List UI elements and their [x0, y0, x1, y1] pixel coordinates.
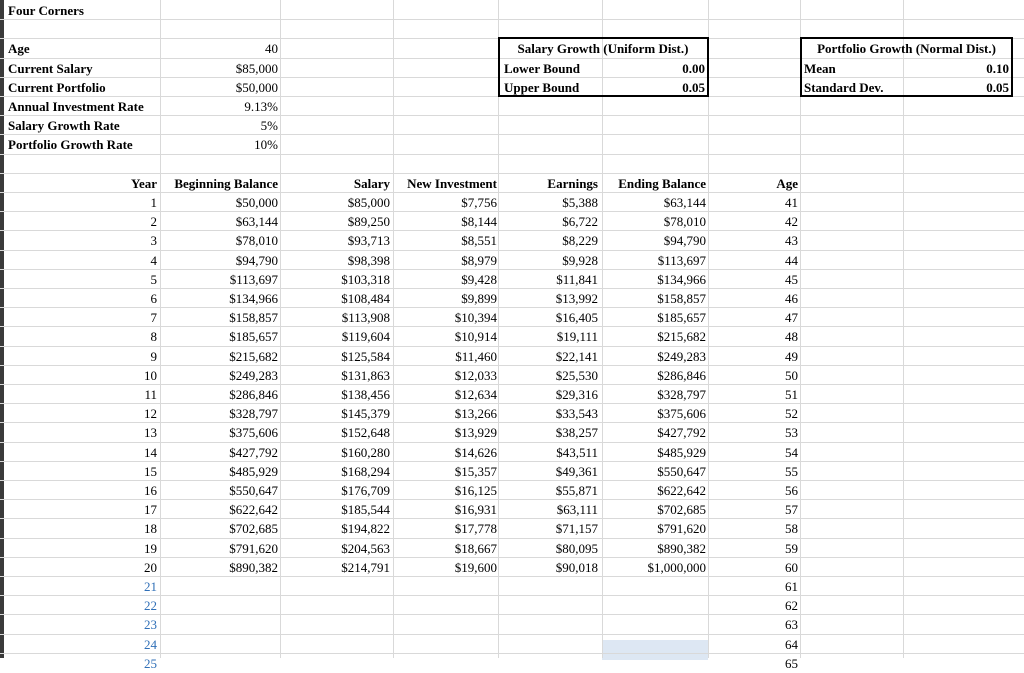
salary-growth-label[interactable]: Lower Bound — [504, 61, 580, 76]
year-cell[interactable]: 19 — [144, 541, 157, 556]
table-cell[interactable]: $550,647 — [229, 483, 278, 498]
table-cell[interactable]: $791,620 — [229, 541, 278, 556]
year-cell[interactable]: 8 — [150, 329, 157, 344]
salary-growth-value[interactable]: 0.00 — [682, 61, 705, 76]
table-cell[interactable]: $19,600 — [454, 560, 497, 575]
table-cell[interactable]: $14,626 — [454, 445, 497, 460]
portfolio-growth-value[interactable]: 0.05 — [986, 80, 1009, 95]
year-cell[interactable]: 12 — [144, 406, 157, 421]
year-cell[interactable]: 21 — [144, 579, 157, 594]
input-value-cell[interactable]: $85,000 — [235, 61, 278, 76]
table-cell[interactable]: $168,294 — [341, 464, 390, 479]
table-cell[interactable]: $158,857 — [657, 291, 706, 306]
table-cell[interactable]: $43,511 — [556, 445, 598, 460]
column-header[interactable]: Beginning Balance — [174, 176, 278, 191]
year-cell[interactable]: 20 — [144, 560, 157, 575]
table-cell[interactable]: $94,790 — [663, 233, 706, 248]
table-cell[interactable]: $113,908 — [341, 310, 390, 325]
table-cell[interactable]: $19,111 — [556, 329, 598, 344]
table-cell[interactable]: 56 — [785, 483, 798, 498]
table-cell[interactable]: 42 — [785, 214, 798, 229]
table-cell[interactable]: $158,857 — [229, 310, 278, 325]
table-cell[interactable]: $85,000 — [347, 195, 390, 210]
input-label-cell[interactable]: Current Salary — [8, 61, 93, 76]
input-value-cell[interactable]: 9.13% — [244, 99, 278, 114]
table-cell[interactable]: $5,388 — [562, 195, 598, 210]
table-cell[interactable]: $7,756 — [461, 195, 497, 210]
table-cell[interactable]: 60 — [785, 560, 798, 575]
table-cell[interactable]: $108,484 — [341, 291, 390, 306]
table-cell[interactable]: $791,620 — [657, 521, 706, 536]
table-cell[interactable]: $131,863 — [341, 368, 390, 383]
column-gridline — [800, 0, 801, 658]
left-edge-bar — [0, 0, 4, 658]
input-label-cell[interactable]: Portfolio Growth Rate — [8, 137, 133, 152]
year-cell[interactable]: 10 — [144, 368, 157, 383]
year-cell[interactable]: 18 — [144, 521, 157, 536]
year-cell[interactable]: 16 — [144, 483, 157, 498]
table-cell[interactable]: $138,456 — [341, 387, 390, 402]
table-cell[interactable]: 61 — [785, 579, 798, 594]
table-cell[interactable]: $890,382 — [657, 541, 706, 556]
table-cell[interactable]: $63,144 — [235, 214, 278, 229]
year-cell[interactable]: 6 — [150, 291, 157, 306]
year-cell[interactable]: 25 — [144, 656, 157, 671]
table-cell[interactable]: $78,010 — [235, 233, 278, 248]
column-header[interactable]: Ending Balance — [618, 176, 706, 191]
table-cell[interactable]: $134,966 — [657, 272, 706, 287]
year-cell[interactable]: 11 — [144, 387, 157, 402]
table-cell[interactable]: $185,544 — [341, 502, 390, 517]
table-cell[interactable]: $160,280 — [341, 445, 390, 460]
salary-growth-label[interactable]: Upper Bound — [504, 80, 580, 95]
year-cell[interactable]: 17 — [144, 502, 157, 517]
table-cell[interactable]: $8,144 — [461, 214, 497, 229]
table-cell[interactable]: 53 — [785, 425, 798, 440]
table-cell[interactable]: $50,000 — [235, 195, 278, 210]
input-value-cell[interactable]: $50,000 — [235, 80, 278, 95]
table-cell[interactable]: $134,966 — [229, 291, 278, 306]
table-cell[interactable]: $427,792 — [657, 425, 706, 440]
table-cell[interactable]: $10,394 — [454, 310, 497, 325]
table-cell[interactable]: $13,929 — [454, 425, 497, 440]
year-cell[interactable]: 1 — [150, 195, 157, 210]
table-cell[interactable]: $152,648 — [341, 425, 390, 440]
table-cell[interactable]: $286,846 — [657, 368, 706, 383]
table-cell[interactable]: $8,551 — [461, 233, 497, 248]
table-cell[interactable]: 47 — [785, 310, 798, 325]
table-cell[interactable]: $10,914 — [454, 329, 497, 344]
table-cell[interactable]: $550,647 — [657, 464, 706, 479]
year-cell[interactable]: 23 — [144, 617, 157, 632]
table-cell[interactable]: $113,697 — [229, 272, 278, 287]
table-cell[interactable]: $89,250 — [347, 214, 390, 229]
portfolio-growth-value[interactable]: 0.10 — [986, 61, 1009, 76]
table-cell[interactable]: $485,929 — [229, 464, 278, 479]
table-cell[interactable]: 46 — [785, 291, 798, 306]
portfolio-growth-label[interactable]: Standard Dev. — [804, 80, 884, 95]
table-cell[interactable]: $12,033 — [454, 368, 497, 383]
table-cell[interactable]: $15,357 — [454, 464, 497, 479]
table-cell[interactable]: $29,316 — [555, 387, 598, 402]
table-cell[interactable]: 50 — [785, 368, 798, 383]
table-cell[interactable]: 44 — [785, 253, 798, 268]
table-cell[interactable]: 64 — [785, 637, 798, 652]
table-cell[interactable]: $8,229 — [562, 233, 598, 248]
year-cell[interactable]: 13 — [144, 425, 157, 440]
column-gridline — [708, 0, 709, 658]
table-cell[interactable]: $98,398 — [347, 253, 390, 268]
table-cell[interactable]: $33,543 — [555, 406, 598, 421]
table-cell[interactable]: $125,584 — [341, 349, 390, 364]
table-cell[interactable]: $16,931 — [454, 502, 497, 517]
table-cell[interactable]: $249,283 — [229, 368, 278, 383]
table-cell[interactable]: $49,361 — [555, 464, 598, 479]
table-cell[interactable]: $13,992 — [555, 291, 598, 306]
table-cell[interactable]: 65 — [785, 656, 798, 671]
portfolio-growth-label[interactable]: Mean — [804, 61, 836, 76]
table-cell[interactable]: 43 — [785, 233, 798, 248]
table-cell[interactable]: $249,283 — [657, 349, 706, 364]
input-label-cell[interactable]: Current Portfolio — [8, 80, 106, 95]
table-cell[interactable]: $94,790 — [235, 253, 278, 268]
input-label-cell[interactable]: Annual Investment Rate — [8, 99, 144, 114]
table-cell[interactable]: $12,634 — [454, 387, 497, 402]
input-value-cell[interactable]: 5% — [260, 118, 278, 133]
table-cell[interactable]: $375,606 — [657, 406, 706, 421]
year-cell[interactable]: 2 — [150, 214, 157, 229]
table-cell[interactable]: $63,111 — [556, 502, 598, 517]
table-cell[interactable]: $328,797 — [229, 406, 278, 421]
row-gridline — [0, 154, 1024, 155]
year-cell[interactable]: 15 — [144, 464, 157, 479]
year-cell[interactable]: 24 — [144, 637, 157, 652]
column-gridline — [903, 0, 904, 658]
table-cell[interactable]: $328,797 — [657, 387, 706, 402]
salary-growth-title[interactable]: Salary Growth (Uniform Dist.) — [517, 41, 689, 56]
table-cell[interactable]: $16,125 — [454, 483, 497, 498]
table-cell[interactable]: 63 — [785, 617, 798, 632]
table-cell[interactable]: $1,000,000 — [647, 560, 706, 575]
table-cell[interactable]: $25,530 — [555, 368, 598, 383]
year-cell[interactable]: 9 — [150, 349, 157, 364]
year-cell[interactable]: 22 — [144, 598, 157, 613]
table-cell[interactable]: $18,667 — [454, 541, 497, 556]
table-cell[interactable]: $11,460 — [455, 349, 497, 364]
table-cell[interactable]: $113,697 — [657, 253, 706, 268]
table-cell[interactable]: 48 — [785, 329, 798, 344]
salary-growth-value[interactable]: 0.05 — [682, 80, 705, 95]
table-cell[interactable]: 52 — [785, 406, 798, 421]
table-cell[interactable]: 59 — [785, 541, 798, 556]
table-cell[interactable]: 41 — [785, 195, 798, 210]
portfolio-growth-title[interactable]: Portfolio Growth (Normal Dist.) — [817, 41, 996, 56]
year-cell[interactable]: 5 — [150, 272, 157, 287]
input-value-cell[interactable]: 10% — [254, 137, 278, 152]
table-cell[interactable]: $71,157 — [555, 521, 598, 536]
table-cell[interactable]: $11,841 — [556, 272, 598, 287]
table-cell[interactable]: $485,929 — [657, 445, 706, 460]
table-cell[interactable]: $215,682 — [657, 329, 706, 344]
column-header[interactable]: Salary — [353, 176, 390, 191]
table-cell[interactable]: $176,709 — [341, 483, 390, 498]
column-header[interactable]: Earnings — [547, 176, 598, 191]
table-cell[interactable]: 57 — [785, 502, 798, 517]
table-cell[interactable]: $9,899 — [461, 291, 497, 306]
table-cell[interactable]: 45 — [785, 272, 798, 287]
table-cell[interactable]: $375,606 — [229, 425, 278, 440]
table-cell[interactable]: 62 — [785, 598, 798, 613]
table-cell[interactable]: $22,141 — [555, 349, 598, 364]
table-cell[interactable]: $622,642 — [229, 502, 278, 517]
table-cell[interactable]: $93,713 — [347, 233, 390, 248]
table-cell[interactable]: $90,018 — [555, 560, 598, 575]
table-cell[interactable]: $13,266 — [454, 406, 497, 421]
selected-cell[interactable] — [602, 640, 708, 660]
table-cell[interactable]: $204,563 — [341, 541, 390, 556]
year-cell[interactable]: 4 — [150, 253, 157, 268]
table-cell[interactable]: $622,642 — [657, 483, 706, 498]
year-cell[interactable]: 3 — [150, 233, 157, 248]
table-cell[interactable]: $17,778 — [454, 521, 497, 536]
input-value-cell[interactable]: 40 — [265, 41, 278, 56]
column-header[interactable]: New Investment — [407, 176, 497, 191]
column-header[interactable]: Age — [776, 176, 798, 191]
table-cell[interactable]: 54 — [785, 445, 798, 460]
table-cell[interactable]: 51 — [785, 387, 798, 402]
table-cell[interactable]: 49 — [785, 349, 798, 364]
table-cell[interactable]: $702,685 — [229, 521, 278, 536]
year-cell[interactable]: 7 — [150, 310, 157, 325]
table-cell[interactable]: $9,428 — [461, 272, 497, 287]
table-cell[interactable]: $119,604 — [341, 329, 390, 344]
table-cell[interactable]: $215,682 — [229, 349, 278, 364]
table-cell[interactable]: $890,382 — [229, 560, 278, 575]
sheet-title-cell[interactable]: Four Corners — [8, 3, 84, 18]
table-cell[interactable]: 58 — [785, 521, 798, 536]
table-cell[interactable]: $78,010 — [663, 214, 706, 229]
table-cell[interactable]: $63,144 — [663, 195, 706, 210]
table-cell[interactable]: $16,405 — [555, 310, 598, 325]
table-cell[interactable]: $80,095 — [555, 541, 598, 556]
column-header[interactable]: Year — [131, 176, 157, 191]
input-label-cell[interactable]: Age — [8, 41, 30, 56]
table-cell[interactable]: $6,722 — [562, 214, 598, 229]
table-cell[interactable]: $214,791 — [341, 560, 390, 575]
table-cell[interactable]: $702,685 — [657, 502, 706, 517]
table-cell[interactable]: $185,657 — [657, 310, 706, 325]
input-label-cell[interactable]: Salary Growth Rate — [8, 118, 120, 133]
table-cell[interactable]: $145,379 — [341, 406, 390, 421]
table-cell[interactable]: $427,792 — [229, 445, 278, 460]
table-cell[interactable]: $38,257 — [555, 425, 598, 440]
table-cell[interactable]: 55 — [785, 464, 798, 479]
table-cell[interactable]: $194,822 — [341, 521, 390, 536]
table-cell[interactable]: $286,846 — [229, 387, 278, 402]
table-cell[interactable]: $103,318 — [341, 272, 390, 287]
table-cell[interactable]: $185,657 — [229, 329, 278, 344]
table-cell[interactable]: $8,979 — [461, 253, 497, 268]
table-cell[interactable]: $55,871 — [555, 483, 598, 498]
year-cell[interactable]: 14 — [144, 445, 157, 460]
table-cell[interactable]: $9,928 — [562, 253, 598, 268]
